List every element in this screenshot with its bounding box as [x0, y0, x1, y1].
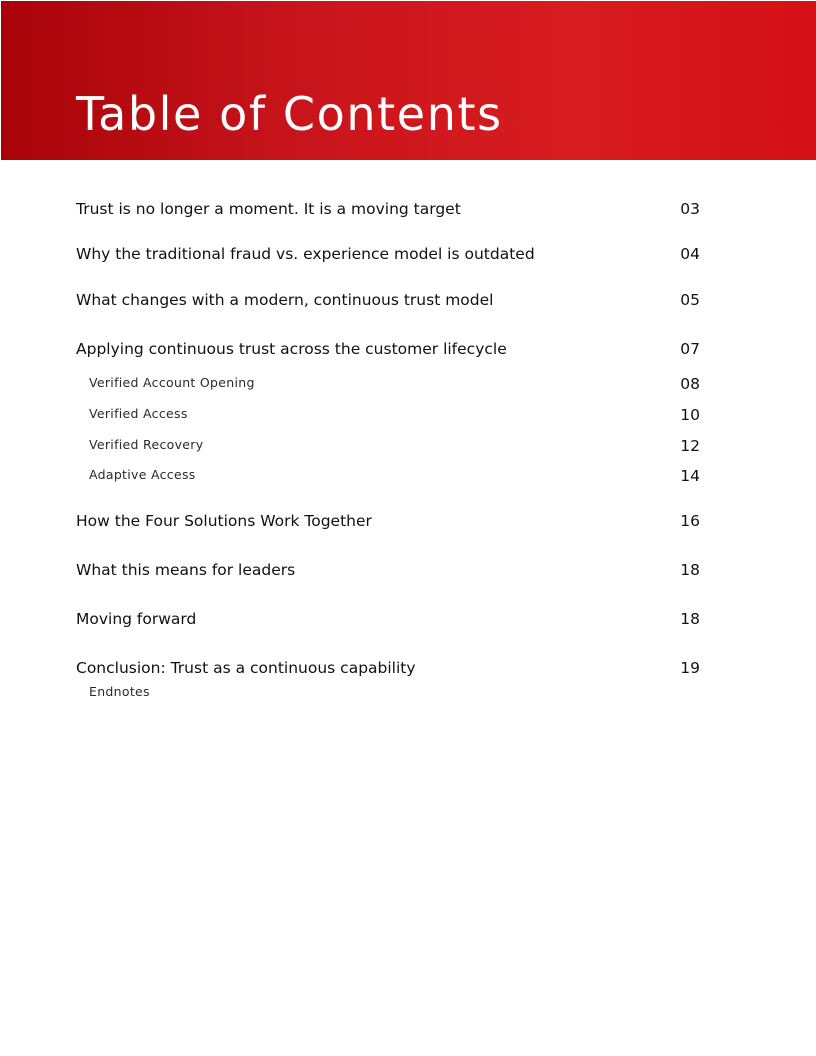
toc-entry-page: 03: [680, 200, 700, 218]
toc-subentry[interactable]: [76, 405, 700, 429]
toc-entry[interactable]: [76, 609, 700, 633]
toc-subentry-page: 12: [680, 437, 700, 455]
toc-entry-label: Moving forward: [76, 610, 197, 628]
toc-subentry-page: 14: [680, 467, 700, 485]
toc-entry[interactable]: [76, 560, 700, 584]
toc-entry[interactable]: [76, 511, 700, 535]
toc-subentry[interactable]: [76, 436, 700, 460]
toc-entry-label: Applying continuous trust across the customer lifecycle: [76, 340, 507, 358]
toc-entry-label: Why the traditional fraud vs. experience model is outdated: [76, 245, 535, 263]
toc-entry-page: 05: [680, 291, 700, 309]
toc-entry-label: Conclusion: Trust as a continuous capability: [76, 659, 416, 677]
toc-subentry-page: 08: [680, 375, 700, 393]
toc-subentry-label: Verified Access: [89, 406, 188, 421]
toc-entry[interactable]: [76, 199, 700, 223]
toc-entry[interactable]: [76, 339, 700, 363]
toc-entry-page: 16: [680, 512, 700, 530]
header-banner: [1, 1, 816, 160]
toc-entry-page: 19: [680, 659, 700, 677]
toc-entry-label: How the Four Solutions Work Together: [76, 512, 372, 530]
toc-entry[interactable]: [76, 658, 700, 682]
toc-entry-label: What changes with a modern, continuous trust model: [76, 291, 494, 309]
toc-subentry[interactable]: [76, 683, 700, 707]
toc-subentry-page: 10: [680, 406, 700, 424]
toc-entry-page: 18: [680, 561, 700, 579]
toc-entry-label: What this means for leaders: [76, 561, 296, 579]
toc-entry-page: 18: [680, 610, 700, 628]
toc-subentry-label: Verified Recovery: [89, 437, 204, 452]
toc-entry-label: Trust is no longer a moment. It is a moving target: [76, 200, 461, 218]
toc-subentry-label: Endnotes: [89, 684, 150, 699]
toc-subentry-label: Adaptive Access: [89, 467, 196, 482]
toc-entry[interactable]: [76, 290, 700, 314]
toc-subentry[interactable]: [76, 374, 700, 398]
toc-entry-page: 07: [680, 340, 700, 358]
toc-subentry[interactable]: [76, 466, 700, 490]
toc-entry-page: 04: [680, 245, 700, 263]
toc-entry[interactable]: [76, 244, 700, 268]
page-title: Table of Contents: [76, 87, 503, 141]
toc-subentry-label: Verified Account Opening: [89, 375, 255, 390]
